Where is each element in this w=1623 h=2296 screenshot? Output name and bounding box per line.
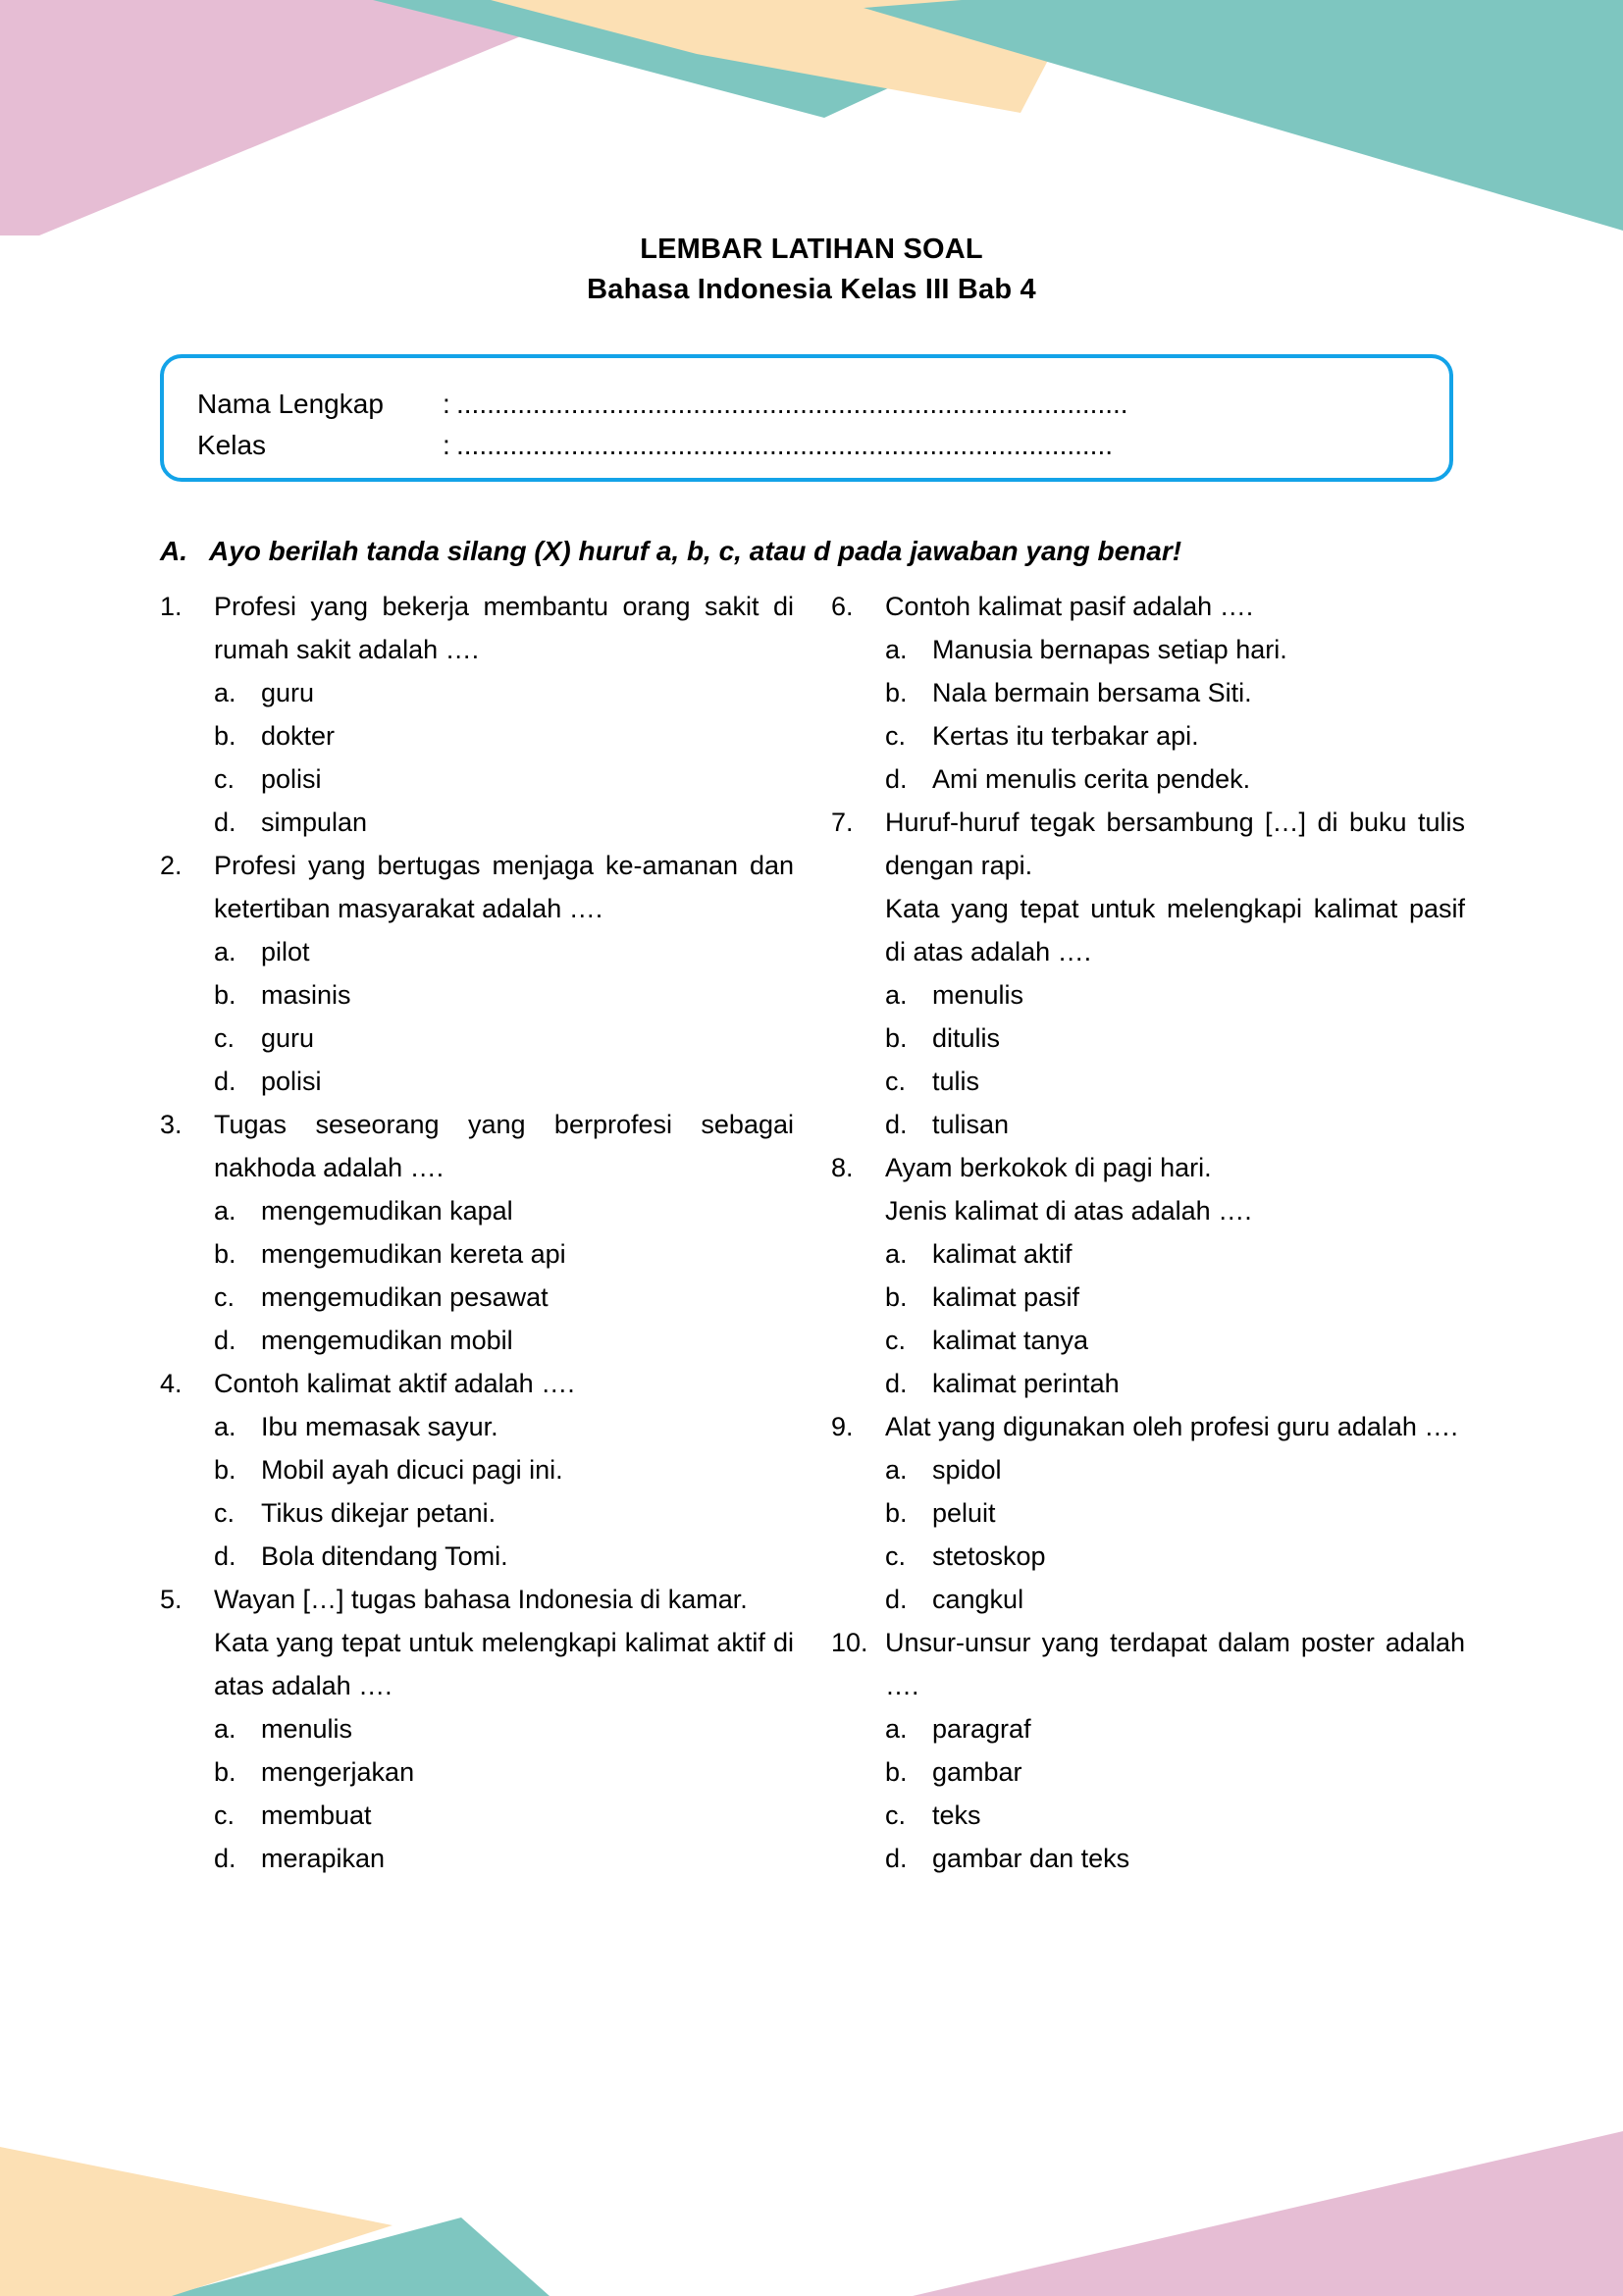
- option-value: Bola ditendang Tomi.: [261, 1541, 508, 1571]
- option-list: [214, 1189, 794, 1362]
- question-body: [885, 585, 1465, 801]
- option-value: spidol: [932, 1455, 1002, 1485]
- option-item[interactable]: [885, 671, 1465, 714]
- option-key: c.: [885, 1067, 907, 1096]
- question-text: Alat yang digunakan oleh profesi guru adalah ….: [885, 1412, 1458, 1441]
- option-key: c.: [885, 1800, 907, 1830]
- option-list: [885, 973, 1465, 1146]
- option-list: [214, 671, 794, 844]
- option-value: menulis: [932, 980, 1024, 1010]
- question-text: Contoh kalimat aktif adalah ….: [214, 1369, 575, 1398]
- question-body: [214, 1103, 794, 1362]
- option-value: cangkul: [932, 1585, 1024, 1614]
- question-number: 8.: [831, 1153, 854, 1182]
- option-item[interactable]: [885, 1232, 1465, 1276]
- option-key: a.: [885, 1714, 908, 1744]
- option-item[interactable]: [885, 1017, 1465, 1060]
- option-item[interactable]: [214, 1750, 794, 1794]
- question-body: [885, 1405, 1465, 1621]
- option-value: mengemudikan pesawat: [261, 1282, 549, 1312]
- option-item[interactable]: [885, 1448, 1465, 1491]
- question-text: Tugas seseorang yang berprofesi sebagai nakhoda adalah ….: [214, 1110, 794, 1182]
- option-list: [214, 1405, 794, 1578]
- option-value: ditulis: [932, 1023, 1001, 1053]
- option-key: c.: [214, 1023, 236, 1053]
- option-item[interactable]: [885, 1707, 1465, 1750]
- class-field-row: [197, 429, 1113, 462]
- question-item: [831, 1146, 1465, 1405]
- option-value: guru: [261, 678, 315, 707]
- option-value: mengemudikan kapal: [261, 1196, 513, 1226]
- name-field-row: [197, 388, 1128, 421]
- option-key: c.: [885, 1541, 907, 1571]
- question-number: 2.: [160, 851, 183, 880]
- option-value: pilot: [261, 937, 310, 966]
- option-value: gambar dan teks: [932, 1844, 1130, 1873]
- question-body: [214, 844, 794, 1103]
- option-value: tulis: [932, 1067, 980, 1096]
- option-key: a.: [214, 937, 236, 966]
- option-list: [885, 1232, 1465, 1405]
- question-item: [831, 1405, 1465, 1621]
- option-key: a.: [885, 980, 908, 1010]
- question-text: Ayam berkokok di pagi hari.: [885, 1153, 1212, 1182]
- name-label: Nama Lengkap: [197, 389, 384, 419]
- title-line-2: Bahasa Indonesia Kelas III Bab 4: [587, 274, 1036, 305]
- option-item[interactable]: [885, 1535, 1465, 1578]
- option-value: kalimat pasif: [932, 1282, 1080, 1312]
- question-text: Profesi yang bekerja membantu orang sakit di rumah sakit adalah ….: [214, 592, 794, 664]
- option-key: d.: [885, 1844, 908, 1873]
- option-value: membuat: [261, 1800, 372, 1830]
- option-value: merapikan: [261, 1844, 386, 1873]
- option-key: a.: [885, 635, 908, 664]
- option-item[interactable]: [885, 1103, 1465, 1146]
- option-item[interactable]: [885, 1319, 1465, 1362]
- option-item[interactable]: [214, 1707, 794, 1750]
- option-key: b.: [214, 1239, 236, 1269]
- option-list: [885, 1707, 1465, 1880]
- option-key: b.: [885, 1498, 908, 1528]
- option-key: a.: [214, 1714, 236, 1744]
- option-list: [214, 1707, 794, 1880]
- option-list: [885, 1448, 1465, 1621]
- question-text: Huruf-huruf tegak bersambung […] di buku tulis dengan rapi.: [885, 808, 1465, 880]
- section-a-instruction: Ayo berilah tanda silang (X) huruf a, b, c, atau d pada jawaban yang benar!: [209, 536, 1182, 566]
- class-colon: :: [443, 430, 450, 460]
- option-item[interactable]: [214, 1232, 794, 1276]
- question-number: 1.: [160, 592, 183, 621]
- questions-column-left: [160, 585, 794, 1880]
- question-number: 6.: [831, 592, 854, 621]
- option-item[interactable]: [214, 1017, 794, 1060]
- question-item: [160, 1362, 794, 1578]
- question-number: 10.: [831, 1628, 868, 1657]
- option-key: d.: [885, 1369, 908, 1398]
- question-text: Unsur-unsur yang terdapat dalam poster adalah ….: [885, 1628, 1465, 1700]
- option-item[interactable]: [885, 1750, 1465, 1794]
- option-value: Kertas itu terbakar api.: [932, 721, 1199, 751]
- option-key: b.: [885, 678, 908, 707]
- question-item: [831, 585, 1465, 801]
- class-label: Kelas: [197, 430, 267, 460]
- option-value: dokter: [261, 721, 336, 751]
- option-key: d.: [214, 1844, 236, 1873]
- page-title: [0, 230, 1623, 310]
- question-body: [885, 1146, 1465, 1405]
- option-item[interactable]: [214, 1448, 794, 1491]
- option-value: paragraf: [932, 1714, 1031, 1744]
- question-body: [885, 1621, 1465, 1880]
- question-body: [885, 801, 1465, 1146]
- option-item[interactable]: [885, 1060, 1465, 1103]
- option-value: mengerjakan: [261, 1757, 415, 1787]
- title-line-1: LEMBAR LATIHAN SOAL: [640, 234, 983, 265]
- option-item[interactable]: [214, 1189, 794, 1232]
- option-value: mengemudikan kereta api: [261, 1239, 566, 1269]
- question-text-secondary: Jenis kalimat di atas adalah ….: [885, 1196, 1252, 1226]
- question-number: 5.: [160, 1585, 183, 1614]
- option-key: c.: [214, 764, 236, 794]
- option-item[interactable]: [885, 1362, 1465, 1405]
- question-body: [214, 1362, 794, 1578]
- question-text: Wayan […] tugas bahasa Indonesia di kamar.: [214, 1585, 748, 1614]
- option-value: mengemudikan mobil: [261, 1326, 513, 1355]
- question-item: [160, 844, 794, 1103]
- question-item: [160, 585, 794, 844]
- option-value: gambar: [932, 1757, 1022, 1787]
- option-value: peluit: [932, 1498, 996, 1528]
- option-item[interactable]: [214, 1405, 794, 1448]
- option-value: Nala bermain bersama Siti.: [932, 678, 1252, 707]
- option-key: a.: [885, 1455, 908, 1485]
- question-number: 3.: [160, 1110, 183, 1139]
- option-value: guru: [261, 1023, 315, 1053]
- option-item[interactable]: [885, 1837, 1465, 1880]
- option-key: b.: [885, 1023, 908, 1053]
- option-key: d.: [214, 1326, 236, 1355]
- option-key: a.: [214, 1196, 236, 1226]
- option-value: kalimat perintah: [932, 1369, 1120, 1398]
- option-item[interactable]: [885, 973, 1465, 1017]
- option-value: Ibu memasak sayur.: [261, 1412, 498, 1441]
- option-key: c.: [885, 1326, 907, 1355]
- option-item[interactable]: [214, 930, 794, 973]
- option-item[interactable]: [885, 1578, 1465, 1621]
- question-number: 4.: [160, 1369, 183, 1398]
- option-item[interactable]: [214, 973, 794, 1017]
- option-item[interactable]: [885, 1276, 1465, 1319]
- option-list: [885, 628, 1465, 801]
- option-key: b.: [885, 1757, 908, 1787]
- option-item[interactable]: [214, 1276, 794, 1319]
- question-number: 7.: [831, 808, 854, 837]
- option-item[interactable]: [214, 801, 794, 844]
- option-item[interactable]: [214, 1319, 794, 1362]
- option-value: polisi: [261, 1067, 322, 1096]
- option-item[interactable]: [885, 1794, 1465, 1837]
- question-text-secondary: Kata yang tepat untuk melengkapi kalimat pasif di atas adalah ….: [885, 894, 1465, 966]
- option-key: d.: [885, 1110, 908, 1139]
- question-item: [160, 1103, 794, 1362]
- question-item: [831, 1621, 1465, 1880]
- option-item[interactable]: [214, 714, 794, 757]
- option-value: polisi: [261, 764, 322, 794]
- identity-box: [160, 354, 1453, 482]
- question-item: [831, 801, 1465, 1146]
- option-value: simpulan: [261, 808, 368, 837]
- option-key: b.: [214, 1455, 236, 1485]
- option-item[interactable]: [214, 1491, 794, 1535]
- option-value: menulis: [261, 1714, 353, 1744]
- option-item[interactable]: [214, 757, 794, 801]
- questions-column-right: [831, 585, 1465, 1880]
- option-key: c.: [885, 721, 907, 751]
- question-text-secondary: Kata yang tepat untuk melengkapi kalimat aktif di atas adalah ….: [214, 1628, 794, 1700]
- option-key: a.: [214, 678, 236, 707]
- option-value: masinis: [261, 980, 351, 1010]
- option-value: kalimat tanya: [932, 1326, 1089, 1355]
- option-value: Tikus dikejar petani.: [261, 1498, 497, 1528]
- question-number: 9.: [831, 1412, 854, 1441]
- option-value: Manusia bernapas setiap hari.: [932, 635, 1287, 664]
- option-value: stetoskop: [932, 1541, 1046, 1571]
- option-item[interactable]: [885, 714, 1465, 757]
- option-key: a.: [885, 1239, 908, 1269]
- option-key: d.: [885, 1585, 908, 1614]
- option-item[interactable]: [214, 671, 794, 714]
- option-key: d.: [214, 808, 236, 837]
- option-key: c.: [214, 1800, 236, 1830]
- class-input-line[interactable]: ......................................................................................: [456, 430, 1114, 460]
- option-item[interactable]: [214, 1060, 794, 1103]
- option-value: kalimat aktif: [932, 1239, 1073, 1269]
- option-item[interactable]: [885, 628, 1465, 671]
- question-body: [214, 585, 794, 844]
- option-item[interactable]: [214, 1794, 794, 1837]
- questions-columns: [160, 585, 1465, 1880]
- option-value: Mobil ayah dicuci pagi ini.: [261, 1455, 563, 1485]
- option-key: d.: [885, 764, 908, 794]
- option-key: c.: [214, 1282, 236, 1312]
- question-text: Contoh kalimat pasif adalah ….: [885, 592, 1254, 621]
- option-key: a.: [214, 1412, 236, 1441]
- option-key: b.: [214, 980, 236, 1010]
- section-a-heading: [160, 536, 1455, 567]
- option-list: [214, 930, 794, 1103]
- option-value: Ami menulis cerita pendek.: [932, 764, 1251, 794]
- option-item[interactable]: [885, 1491, 1465, 1535]
- section-a-letter: A.: [160, 536, 187, 566]
- option-item[interactable]: [214, 1837, 794, 1880]
- question-text: Profesi yang bertugas menjaga ke-amanan dan ketertiban masyarakat adalah ….: [214, 851, 794, 923]
- name-input-line[interactable]: ........................................................................................: [456, 389, 1128, 419]
- option-key: c.: [214, 1498, 236, 1528]
- option-item[interactable]: [214, 1535, 794, 1578]
- option-key: d.: [214, 1541, 236, 1571]
- question-item: [160, 1578, 794, 1880]
- option-key: b.: [214, 1757, 236, 1787]
- name-colon: :: [443, 389, 450, 419]
- option-value: teks: [932, 1800, 981, 1830]
- question-body: [214, 1578, 794, 1880]
- option-key: b.: [885, 1282, 908, 1312]
- option-value: tulisan: [932, 1110, 1010, 1139]
- option-key: d.: [214, 1067, 236, 1096]
- option-key: b.: [214, 721, 236, 751]
- option-item[interactable]: [885, 757, 1465, 801]
